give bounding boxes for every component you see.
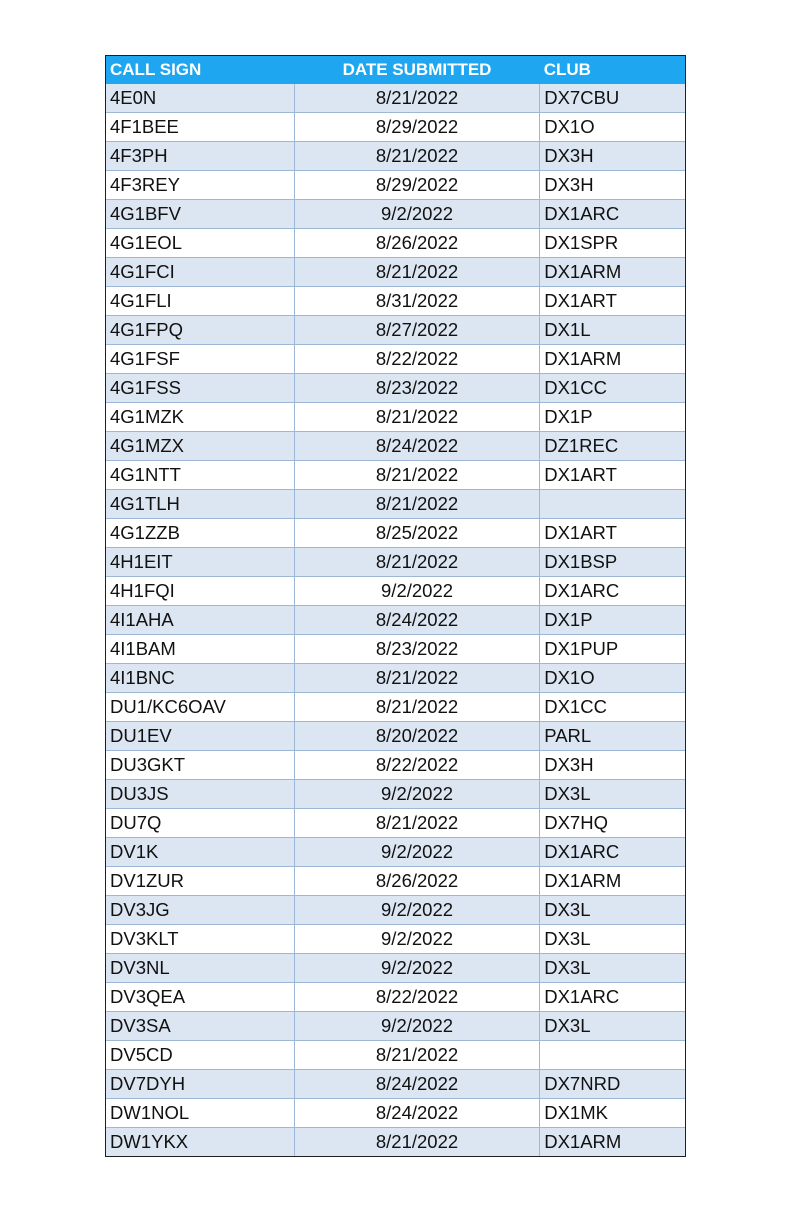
table-row [106,548,685,577]
cell-club[interactable]: DX1O [540,113,685,142]
cell-club[interactable]: DX3L [540,925,685,954]
cell-date-submitted[interactable]: 8/21/2022 [294,1041,539,1070]
cell-call-sign[interactable]: 4G1NTT [106,461,294,490]
cell-club[interactable]: DX1ARC [540,577,685,606]
cell-club[interactable]: DX1ART [540,287,685,316]
cell-date-submitted[interactable]: 8/21/2022 [294,403,539,432]
cell-club[interactable]: DX1BSP [540,548,685,577]
table-row [106,403,685,432]
table-row [106,229,685,258]
cell-date-submitted[interactable]: 8/24/2022 [294,1099,539,1128]
cell-club[interactable]: DX7CBU [540,84,685,113]
table-row [106,461,685,490]
cell-club[interactable]: DX1ARM [540,1128,685,1157]
cell-date-submitted[interactable]: 8/31/2022 [294,287,539,316]
cell-date-submitted[interactable]: 8/21/2022 [294,84,539,113]
cell-date-submitted[interactable]: 8/21/2022 [294,142,539,171]
table-row [106,809,685,838]
cell-date-submitted[interactable]: 9/2/2022 [294,954,539,983]
cell-call-sign[interactable]: DV3JG [106,896,294,925]
cell-club[interactable]: DX1ARC [540,838,685,867]
cell-call-sign[interactable]: DV5CD [106,1041,294,1070]
cell-club[interactable]: DX3L [540,780,685,809]
table-row [106,1128,685,1157]
cell-club[interactable]: DX1ARC [540,983,685,1012]
cell-club[interactable]: DX1P [540,403,685,432]
cell-date-submitted[interactable]: 8/21/2022 [294,809,539,838]
table-row [106,867,685,896]
table-row [106,664,685,693]
cell-club[interactable]: DX7NRD [540,1070,685,1099]
cell-club[interactable]: DX1P [540,606,685,635]
cell-club[interactable]: DX1ARM [540,345,685,374]
cell-club[interactable]: DX1MK [540,1099,685,1128]
cell-date-submitted[interactable]: 8/27/2022 [294,316,539,345]
table-row [106,722,685,751]
cell-club[interactable]: DX1CC [540,374,685,403]
cell-date-submitted[interactable]: 8/21/2022 [294,1128,539,1157]
cell-call-sign[interactable]: DW1YKX [106,1128,294,1157]
cell-date-submitted[interactable]: 8/21/2022 [294,548,539,577]
cell-club[interactable]: DX1O [540,664,685,693]
cell-call-sign[interactable]: DW1NOL [106,1099,294,1128]
cell-call-sign[interactable]: DV1ZUR [106,867,294,896]
cell-call-sign[interactable]: 4G1BFV [106,200,294,229]
table-row [106,171,685,200]
table-row [106,838,685,867]
submissions-spreadsheet [105,55,686,1157]
cell-call-sign[interactable]: 4G1EOL [106,229,294,258]
cell-call-sign[interactable]: 4I1AHA [106,606,294,635]
cell-date-submitted[interactable]: 8/20/2022 [294,722,539,751]
cell-date-submitted[interactable]: 8/23/2022 [294,635,539,664]
cell-call-sign[interactable]: 4F3REY [106,171,294,200]
cell-date-submitted[interactable]: 9/2/2022 [294,1012,539,1041]
cell-call-sign[interactable]: DV7DYH [106,1070,294,1099]
cell-call-sign[interactable]: DU3JS [106,780,294,809]
cell-club[interactable]: DX1SPR [540,229,685,258]
cell-call-sign[interactable]: 4F3PH [106,142,294,171]
table-row [106,200,685,229]
cell-date-submitted[interactable]: 8/24/2022 [294,1070,539,1099]
table-row [106,635,685,664]
table-row [106,751,685,780]
cell-call-sign[interactable]: 4H1FQI [106,577,294,606]
table-row [106,287,685,316]
table-row [106,1099,685,1128]
cell-call-sign[interactable]: 4F1BEE [106,113,294,142]
header-call-sign[interactable]: CALL SIGN [106,56,294,84]
cell-call-sign[interactable]: DU1EV [106,722,294,751]
table-row [106,606,685,635]
table-row [106,84,685,113]
cell-call-sign[interactable]: 4G1FSS [106,374,294,403]
cell-date-submitted[interactable]: 8/21/2022 [294,693,539,722]
cell-club[interactable]: DX3H [540,171,685,200]
table-row [106,374,685,403]
cell-date-submitted[interactable]: 9/2/2022 [294,838,539,867]
header-club[interactable]: CLUB [540,56,685,84]
cell-call-sign[interactable]: 4I1BAM [106,635,294,664]
cell-call-sign[interactable]: 4G1ZZB [106,519,294,548]
cell-call-sign[interactable]: 4G1FSF [106,345,294,374]
table-row [106,432,685,461]
table-row [106,577,685,606]
cell-date-submitted[interactable]: 8/22/2022 [294,983,539,1012]
cell-club[interactable]: DX1PUP [540,635,685,664]
table-row [106,954,685,983]
cell-club[interactable] [540,490,685,519]
cell-call-sign[interactable]: DU1/KC6OAV [106,693,294,722]
table-row [106,780,685,809]
cell-club[interactable]: DX3L [540,896,685,925]
table-row [106,1012,685,1041]
cell-call-sign[interactable]: DU3GKT [106,751,294,780]
cell-date-submitted[interactable]: 8/23/2022 [294,374,539,403]
table-row [106,1041,685,1070]
cell-date-submitted[interactable]: 8/26/2022 [294,229,539,258]
cell-date-submitted[interactable]: 8/21/2022 [294,490,539,519]
cell-call-sign[interactable]: 4G1TLH [106,490,294,519]
cell-call-sign[interactable]: 4G1FPQ [106,316,294,345]
cell-date-submitted[interactable]: 8/22/2022 [294,751,539,780]
table-row [106,258,685,287]
cell-club[interactable]: DX3H [540,751,685,780]
table-row [106,983,685,1012]
cell-date-submitted[interactable]: 8/21/2022 [294,664,539,693]
cell-club[interactable]: DX1ART [540,461,685,490]
cell-call-sign[interactable]: 4G1MZX [106,432,294,461]
cell-club[interactable]: DX1ARM [540,258,685,287]
table-row [106,519,685,548]
cell-date-submitted[interactable]: 8/29/2022 [294,171,539,200]
cell-call-sign[interactable]: DV1K [106,838,294,867]
submissions-table [106,56,685,1156]
table-row [106,925,685,954]
cell-club[interactable]: DX3L [540,954,685,983]
cell-club[interactable]: DX3L [540,1012,685,1041]
cell-club[interactable] [540,1041,685,1070]
cell-club[interactable]: DX1ARM [540,867,685,896]
table-row [106,113,685,142]
table-row [106,1070,685,1099]
cell-call-sign[interactable]: DV3KLT [106,925,294,954]
cell-call-sign[interactable]: 4G1FLI [106,287,294,316]
table-row [106,490,685,519]
cell-call-sign[interactable]: DV3QEA [106,983,294,1012]
header-date-submitted[interactable]: DATE SUBMITTED [294,56,539,84]
cell-club[interactable]: PARL [540,722,685,751]
cell-call-sign[interactable]: 4G1FCI [106,258,294,287]
table-row [106,345,685,374]
cell-date-submitted[interactable]: 8/22/2022 [294,345,539,374]
table-row [106,693,685,722]
cell-call-sign[interactable]: DU7Q [106,809,294,838]
cell-date-submitted[interactable]: 9/2/2022 [294,200,539,229]
cell-club[interactable]: DX3H [540,142,685,171]
cell-club[interactable]: DX1CC [540,693,685,722]
cell-club[interactable]: DX1ARC [540,200,685,229]
cell-date-submitted[interactable]: 9/2/2022 [294,925,539,954]
cell-call-sign[interactable]: 4G1MZK [106,403,294,432]
cell-date-submitted[interactable]: 8/24/2022 [294,432,539,461]
table-row [106,142,685,171]
cell-date-submitted[interactable]: 8/24/2022 [294,606,539,635]
cell-club[interactable]: DX1L [540,316,685,345]
cell-date-submitted[interactable]: 9/2/2022 [294,577,539,606]
cell-date-submitted[interactable]: 8/21/2022 [294,258,539,287]
header-row [106,56,685,84]
cell-date-submitted[interactable]: 8/25/2022 [294,519,539,548]
cell-call-sign[interactable]: DV3SA [106,1012,294,1041]
cell-call-sign[interactable]: 4H1EIT [106,548,294,577]
table-row [106,316,685,345]
cell-date-submitted[interactable]: 8/26/2022 [294,867,539,896]
table-row [106,896,685,925]
cell-call-sign[interactable]: 4E0N [106,84,294,113]
cell-call-sign[interactable]: 4I1BNC [106,664,294,693]
cell-club[interactable]: DZ1REC [540,432,685,461]
cell-club[interactable]: DX1ART [540,519,685,548]
cell-date-submitted[interactable]: 9/2/2022 [294,780,539,809]
cell-date-submitted[interactable]: 8/29/2022 [294,113,539,142]
cell-club[interactable]: DX7HQ [540,809,685,838]
cell-date-submitted[interactable]: 9/2/2022 [294,896,539,925]
table-body [106,84,685,1156]
cell-call-sign[interactable]: DV3NL [106,954,294,983]
cell-date-submitted[interactable]: 8/21/2022 [294,461,539,490]
